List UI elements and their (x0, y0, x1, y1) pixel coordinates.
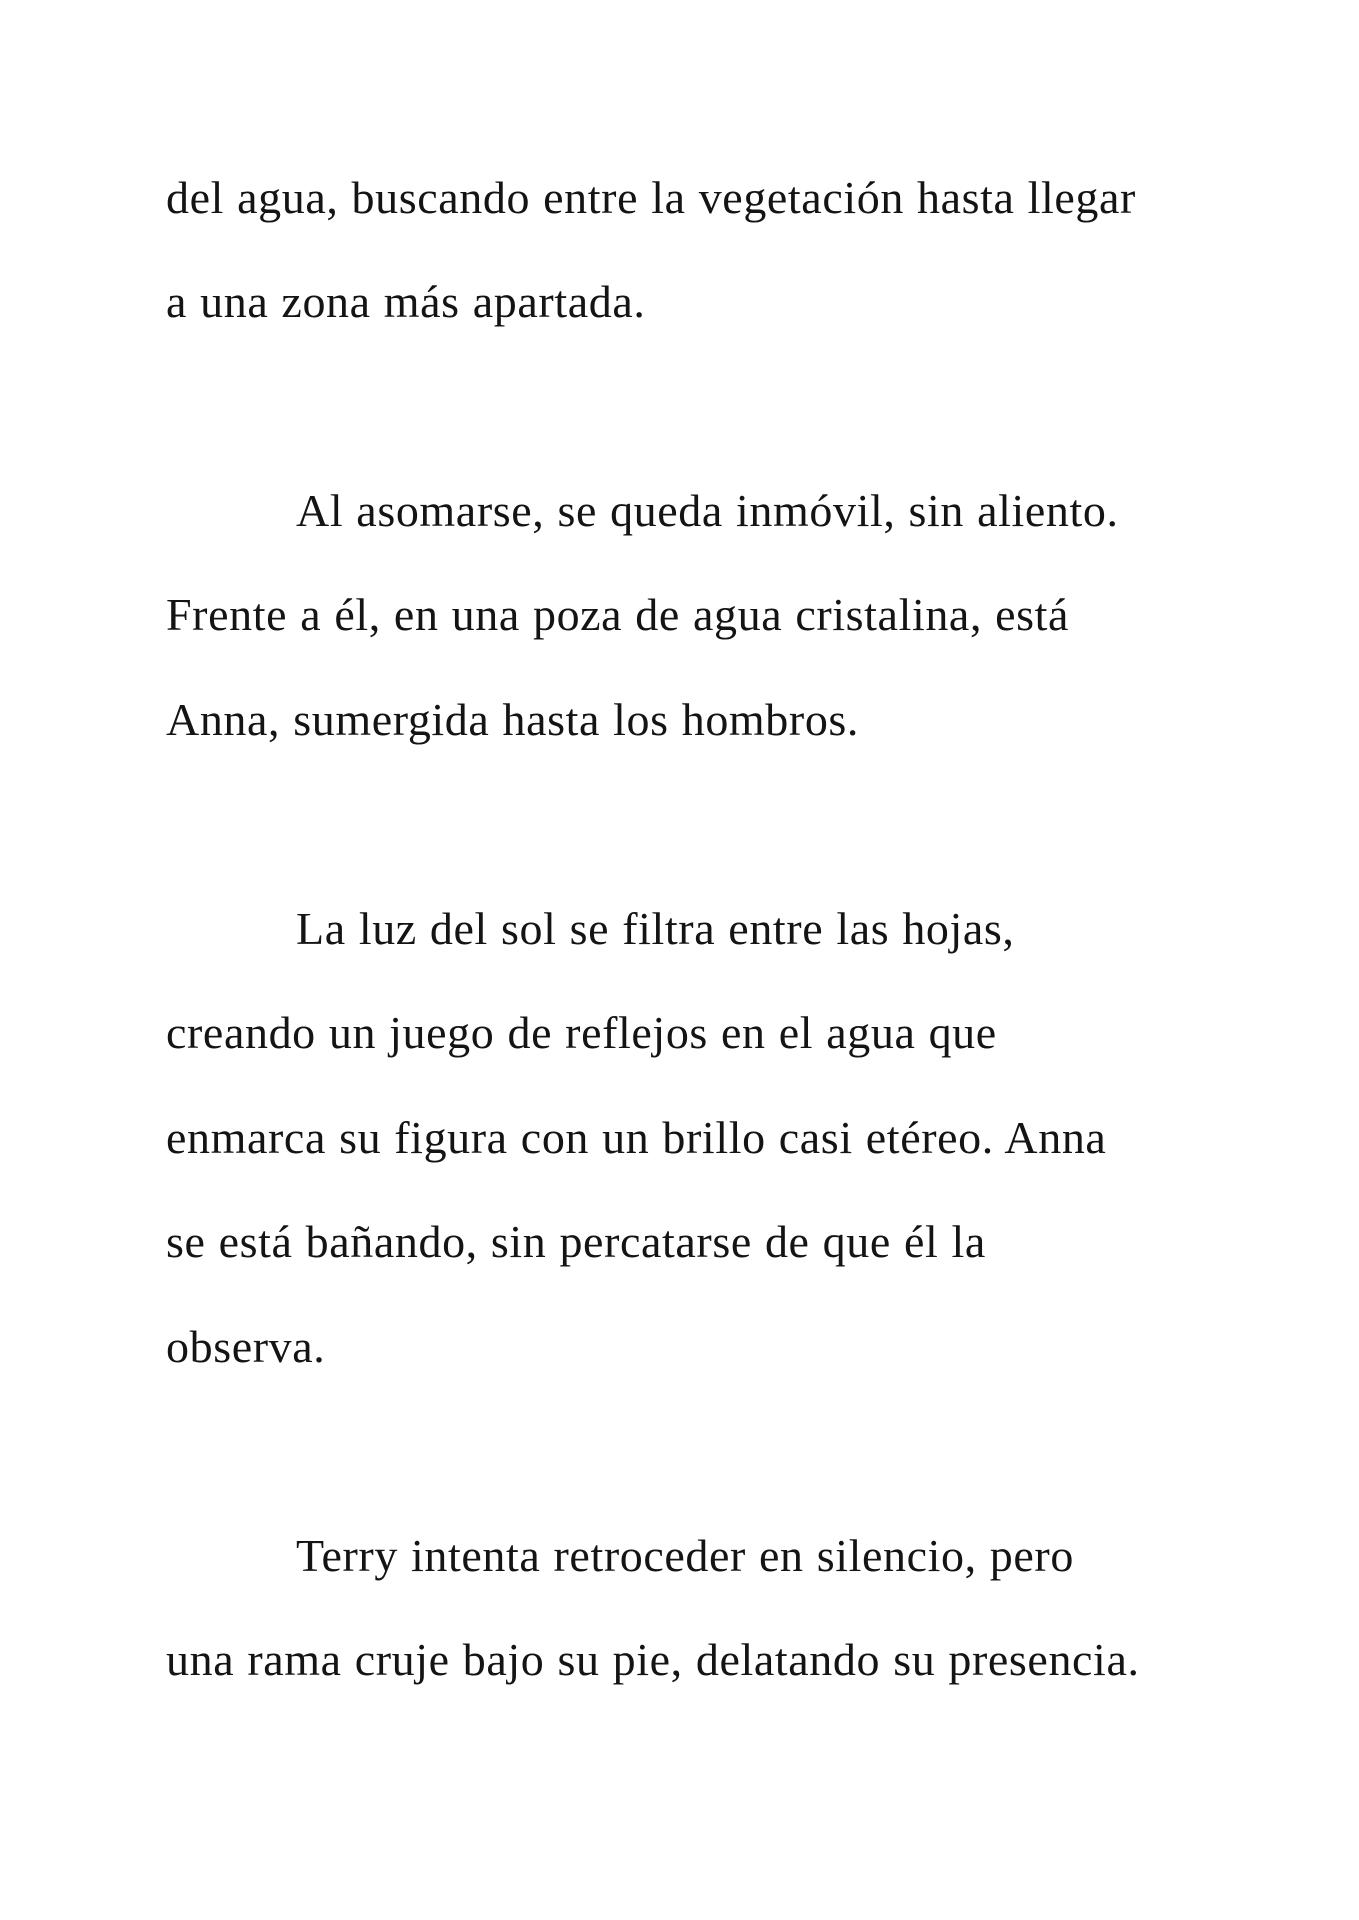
paragraph-2-line-3: Anna, sumergida hasta los hombros. (166, 694, 860, 745)
paragraph-3-line-4: se está bañando, sin percatarse de que él la (166, 1216, 986, 1267)
paragraph-3-line-5: observa. (166, 1321, 326, 1372)
paragraph-1-line-2: a una zona más apartada. (166, 276, 646, 327)
paragraph-4-line-1: Terry intenta retroceder en silencio, pero (296, 1530, 1074, 1581)
paragraph-2-line-2: Frente a él, en una poza de agua cristalina, está (166, 589, 1070, 640)
paragraph-4-line-2: una rama cruje bajo su pie, delatando su presencia. (166, 1634, 1140, 1685)
paragraph-1-line-1: del agua, buscando entre la vegetación hasta llegar (166, 172, 1136, 223)
paragraph-3-line-3: enmarca su figura con un brillo casi etéreo. Anna (166, 1112, 1107, 1163)
paragraph-2-line-1: Al asomarse, se queda inmóvil, sin aliento. (296, 485, 1119, 536)
paragraph-3-line-1: La luz del sol se filtra entre las hojas, (296, 903, 1015, 954)
paragraph-3-line-2: creando un juego de reflejos en el agua que (166, 1007, 997, 1058)
